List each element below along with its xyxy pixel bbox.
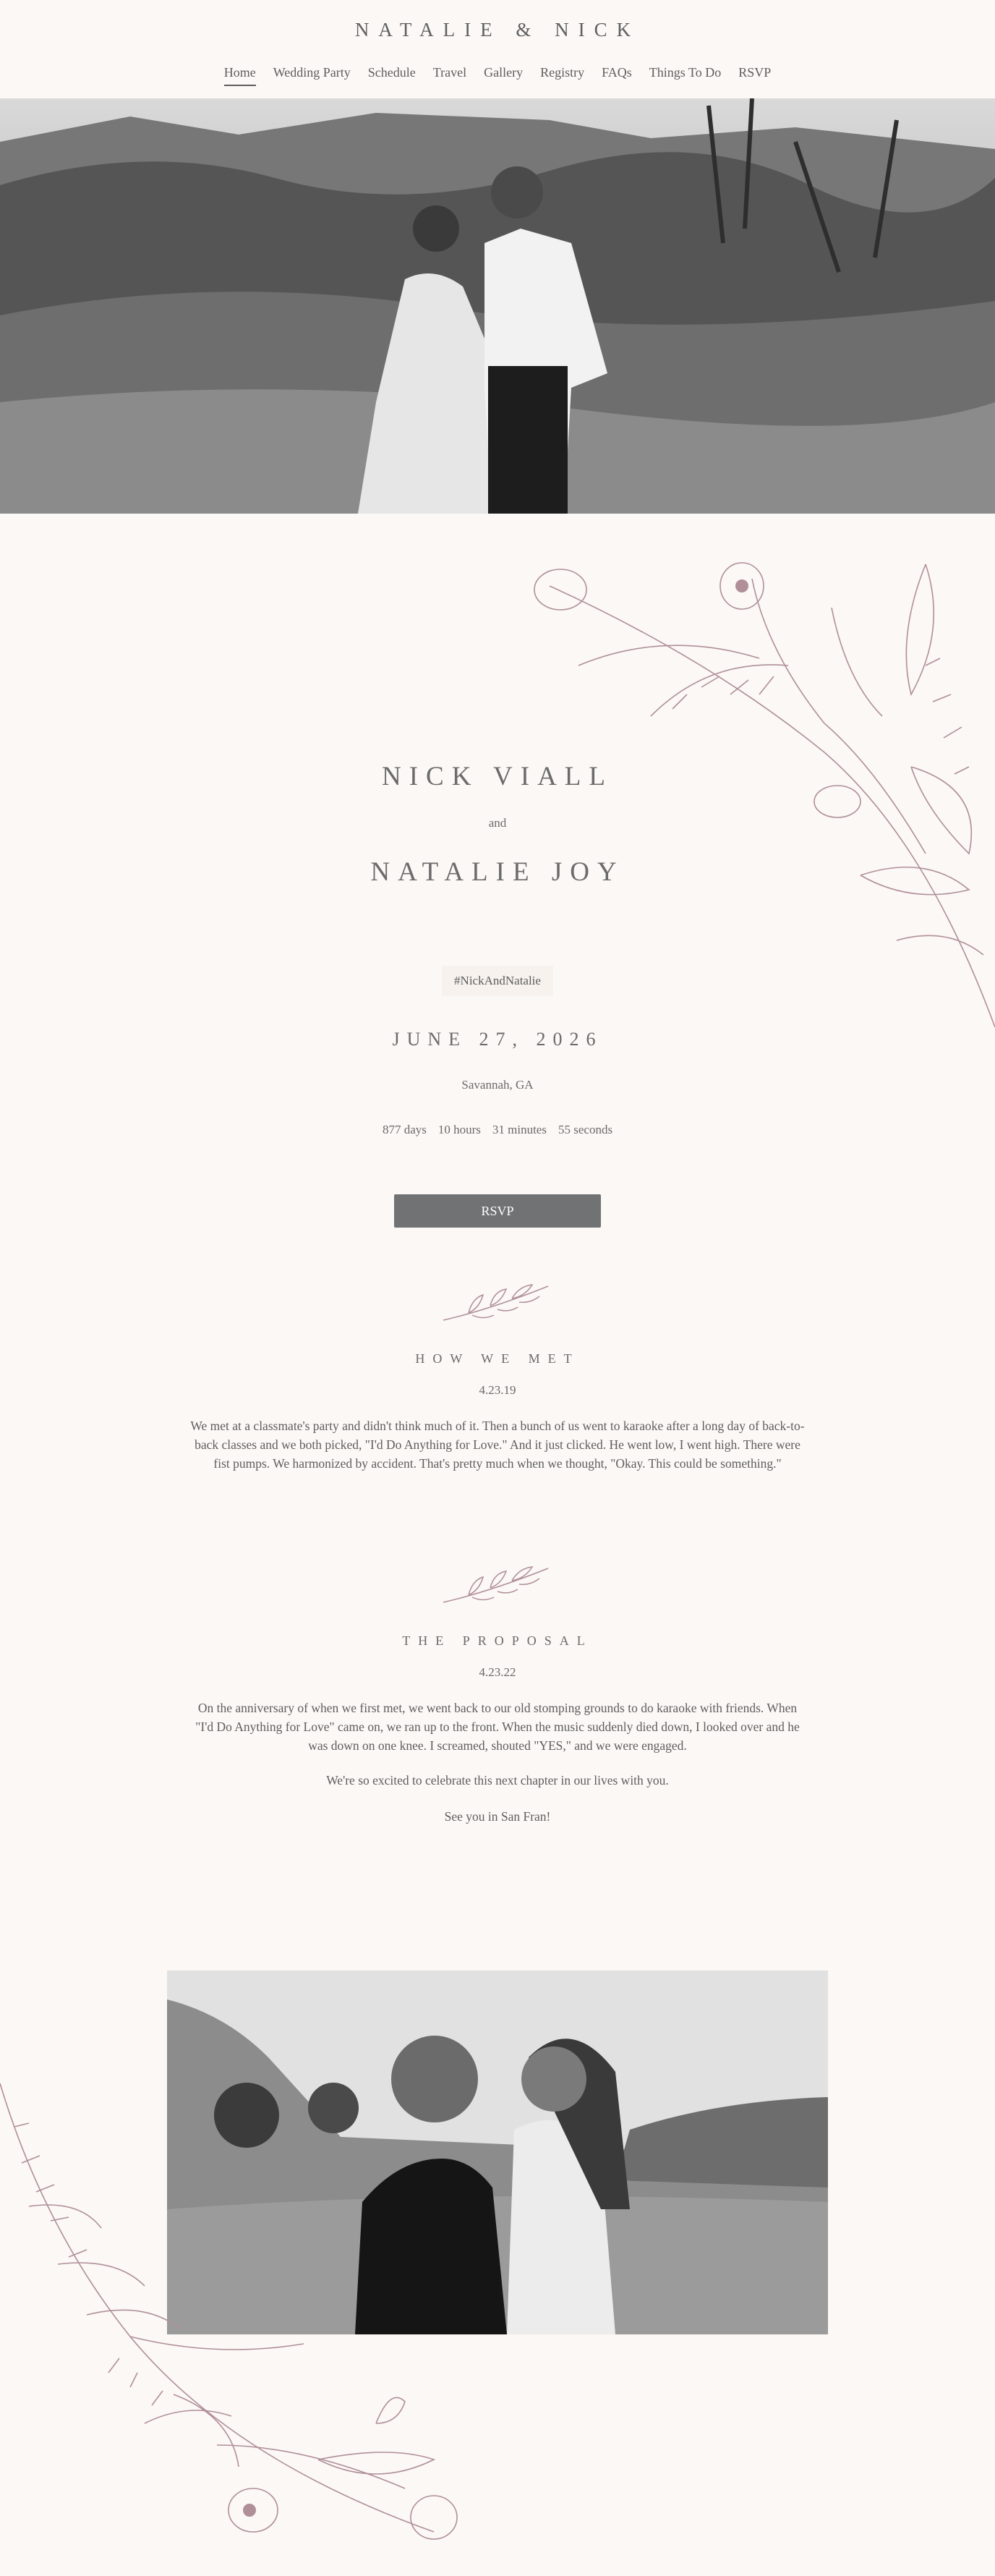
wedding-location: Savannah, GA — [461, 1078, 534, 1092]
nav-travel[interactable]: Travel — [432, 65, 467, 80]
rsvp-button[interactable]: RSVP — [394, 1194, 601, 1228]
countdown-minutes: 31 minutes — [492, 1123, 547, 1136]
and-text: and — [488, 816, 507, 830]
nav-faqs[interactable]: FAQs — [602, 65, 632, 80]
hero-photo — [0, 98, 995, 514]
hero-photo-illustration — [0, 98, 995, 514]
nav-gallery[interactable]: Gallery — [484, 65, 524, 80]
site-title[interactable]: NATALIE & NICK — [354, 19, 641, 41]
countdown-timer — [0, 1123, 995, 1137]
proposal-closing-1: We're so excited to celebrate this next chapter in our lives with you. — [326, 1773, 669, 1788]
nav-rsvp[interactable]: RSVP — [738, 65, 772, 80]
leaf-sprig-icon — [440, 1280, 555, 1324]
groom-name: NICK VIALL — [382, 762, 613, 791]
wedding-date: JUNE 27, 2026 — [392, 1029, 603, 1050]
nav-things-to-do[interactable]: Things To Do — [649, 65, 722, 80]
countdown-hours: 10 hours — [437, 1123, 481, 1136]
countdown-seconds: 55 seconds — [558, 1123, 613, 1136]
proposal-title: THE PROPOSAL — [402, 1633, 593, 1648]
nav-registry[interactable]: Registry — [540, 65, 585, 80]
nav-schedule[interactable]: Schedule — [367, 65, 416, 80]
proposal-text: On the anniversary of when we first met, we went back to our old stomping grounds to do karaoke with friends. When "I'd Do Anything for Love" came on, we ran up to the front. When the music suddenly died down, I looked over and he was down on one knee. I screamed, shouted "YES," and we were engaged. — [195, 1701, 800, 1753]
nav-home[interactable]: Home — [224, 65, 256, 86]
proposal-date: 4.23.22 — [479, 1665, 516, 1679]
how-we-met-text: We met at a classmate's party and didn't think much of it. Then a bunch of us went to karaoke after a long day of back-to-back classes and we both picked, "I'd Do Anything for Love." And it just clicked. He went low, I went high. There were fist pumps. We harmonized by accident. That's pretty much when we thought, "Okay. This could be something." — [190, 1419, 805, 1471]
countdown-days: 877 days — [382, 1123, 427, 1136]
leaf-sprig-icon — [440, 1563, 555, 1606]
proposal-closing-2: See you in San Fran! — [444, 1809, 551, 1824]
bride-name: NATALIE JOY — [370, 857, 625, 887]
how-we-met-title: HOW WE MET — [415, 1351, 580, 1366]
main-nav — [0, 65, 995, 86]
hashtag-badge: #NickAndNatalie — [442, 966, 553, 996]
how-we-met-date: 4.23.19 — [479, 1383, 516, 1397]
floral-branch-icon — [0, 2083, 477, 2561]
nav-wedding-party[interactable]: Wedding Party — [273, 65, 351, 80]
